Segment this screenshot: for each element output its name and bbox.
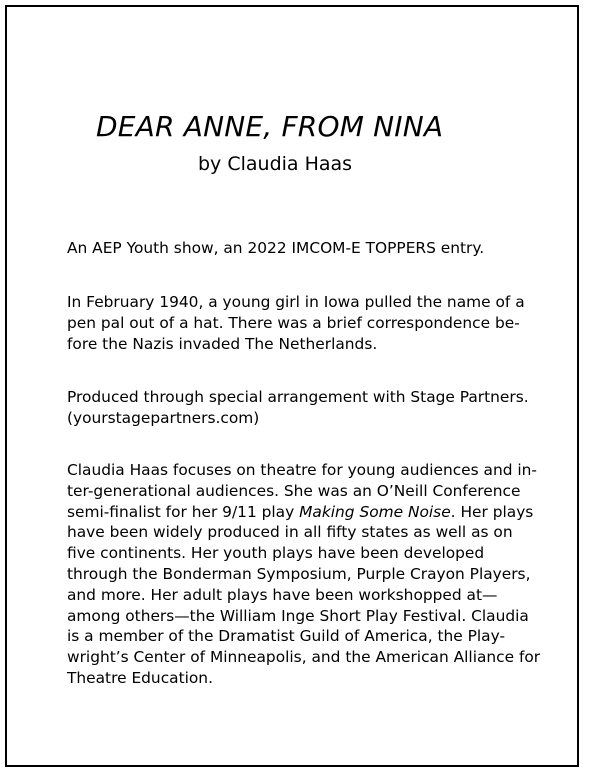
production-note	[67, 238, 547, 259]
author-bio	[67, 460, 547, 689]
author-byline: by Claudia Haas	[198, 153, 353, 175]
text-line: and more. Her adult plays have been workshopped at—	[67, 585, 498, 604]
text-segment: semi-finalist for her 9/11 play	[67, 502, 300, 521]
text-line: pen pal out of a hat. There was a brief correspondence be-	[67, 313, 520, 332]
text-line: have been widely produced in all fifty states as well as on	[67, 523, 513, 542]
play-title: DEAR ANNE, FROM NINA	[96, 110, 444, 143]
text-line: through the Bonderman Symposium, Purple Crayon Players,	[67, 564, 531, 583]
text-line: An AEP Youth show, an 2022 IMCOM-E TOPPERS entry.	[67, 239, 485, 257]
text-segment: . Her plays	[450, 502, 534, 521]
text-line: wright’s Center of Minneapolis, and the American Alliance for	[67, 648, 541, 667]
play-title-reference: Making Some Noise	[299, 502, 451, 521]
text-line: among others—the William Inge Short Play Festival. Claudia	[67, 606, 529, 625]
synopsis	[67, 292, 547, 354]
text-line: fore the Nazis invaded The Netherlands.	[67, 334, 378, 353]
text-line: (yourstagepartners.com)	[67, 408, 260, 427]
text-line: Produced through special arrangement with Stage Partners.	[67, 388, 529, 406]
text-line: is a member of the Dramatist Guild of America, the Play-	[67, 627, 506, 646]
text-line: Claudia Haas focuses on theatre for young audiences and in-	[67, 461, 537, 479]
text-line: ter-generational audiences. She was an O’Neill Conference	[67, 481, 521, 500]
text-line: five continents. Her youth plays have been developed	[67, 544, 485, 563]
text-line	[67, 502, 547, 523]
licensing-note	[67, 387, 547, 429]
text-line: Theatre Education.	[67, 668, 213, 687]
text-line: In February 1940, a young girl in Iowa pulled the name of a	[67, 293, 525, 311]
